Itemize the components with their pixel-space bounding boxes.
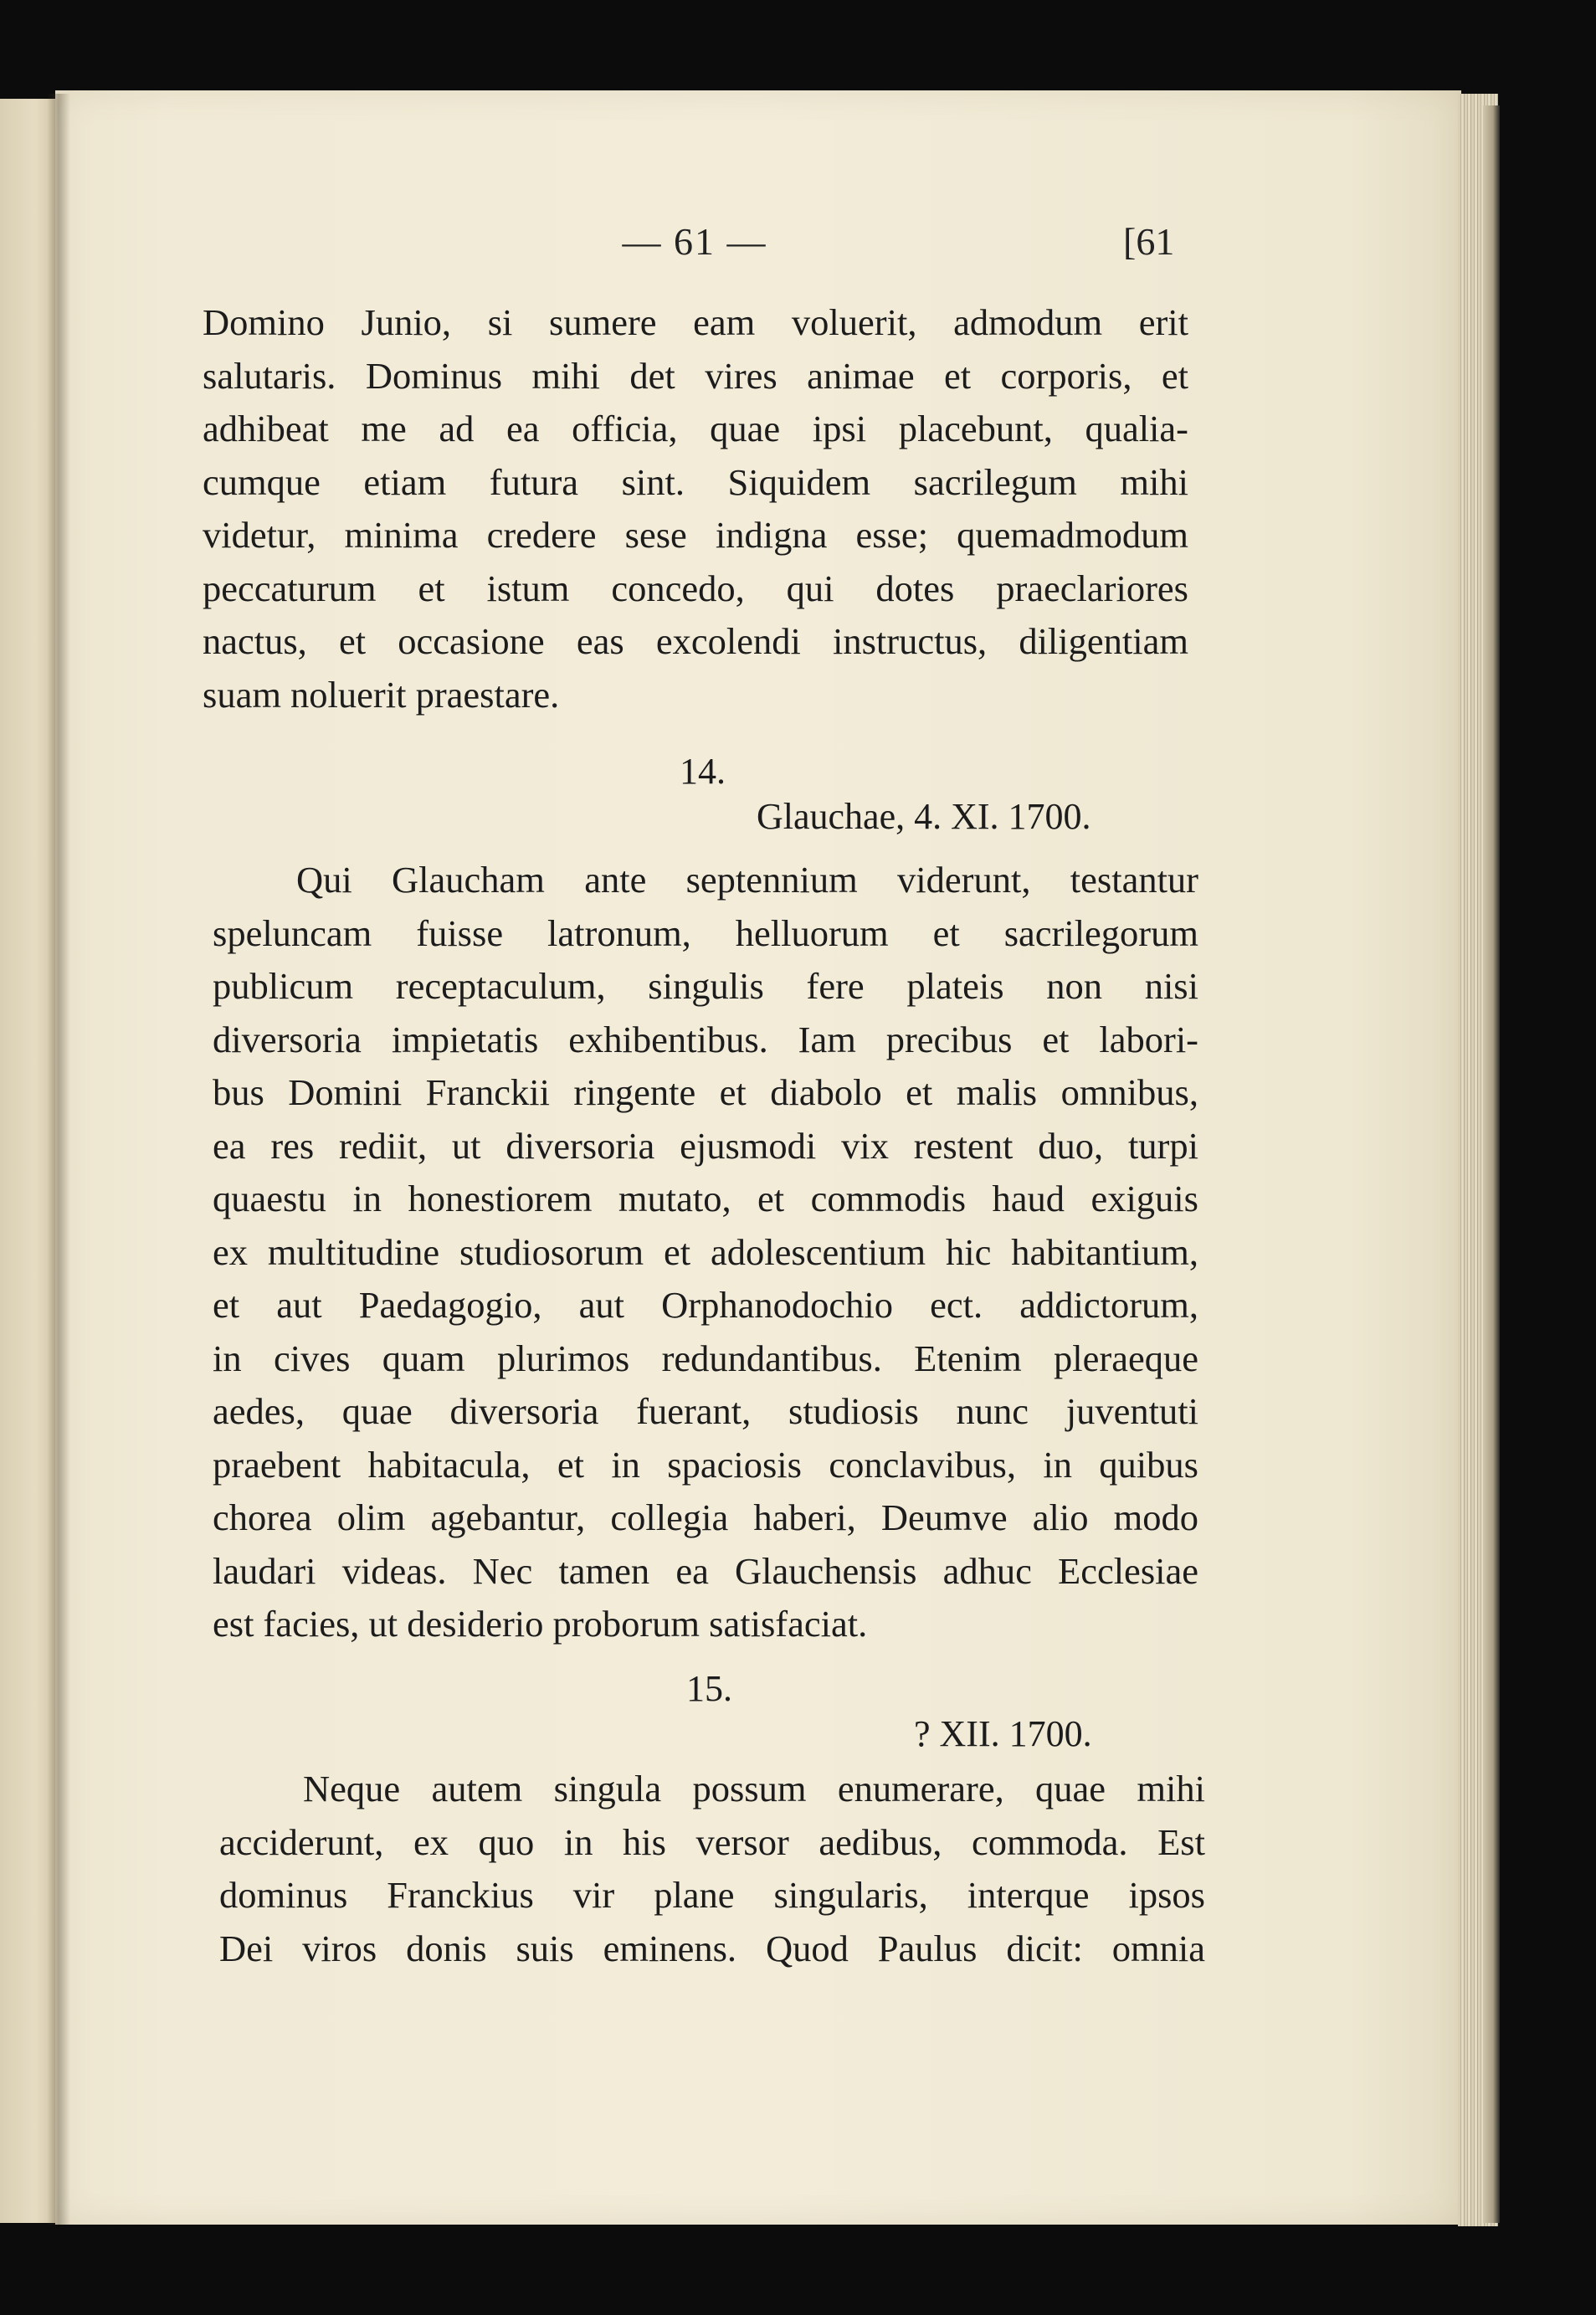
text-line: diversoria impietatis exhibentibus. Iam precibus et labori- (213, 1018, 1198, 1060)
text-line: peccaturum et istum concedo, qui dotes praeclariores (203, 567, 1188, 609)
text-line: acciderunt, ex quo in his versor aedibus, commoda. Est (219, 1820, 1205, 1863)
text-line: Qui Glaucham ante septennium viderunt, testantur (296, 859, 1198, 901)
page-number-center: — 61 — (622, 220, 767, 263)
book-cover-edge (1483, 105, 1500, 2223)
paragraph-1 (203, 296, 1188, 721)
section-date-15: ? XII. 1700. (914, 1713, 1092, 1754)
page-number-right: [61 (1123, 220, 1175, 263)
text-line: speluncam fuisse latronum, helluorum et sacrilegorum (213, 911, 1198, 954)
paragraph-3 (219, 1763, 1205, 1975)
text-line: in cives quam plurimos redundantibus. Etenim pleraeque (213, 1337, 1198, 1379)
text-line: dominus Franckius vir plane singularis, interque ipsos (219, 1874, 1205, 1916)
text-line: suam noluerit praestare. (203, 673, 560, 716)
text-line: cumque etiam futura sint. Siquidem sacrilegum mihi (203, 460, 1188, 503)
text-line: quaestu in honestiorem mutato, et commodis haud exiguis (213, 1178, 1198, 1219)
text-line: chorea olim agebantur, collegia haberi, Deumve alio modo (213, 1496, 1198, 1538)
text-line: ex multitudine studiosorum et adolescentium hic habitantium, (213, 1230, 1198, 1273)
text-line: salutaris. Dominus mihi det vires animae et corporis, et (203, 354, 1188, 397)
text-line: praebent habitacula, et in spaciosis conclavibus, in quibus (213, 1443, 1198, 1486)
text-line: videtur, minima credere sese indigna esse; quemadmodum (203, 514, 1188, 556)
text-line: Dei viros donis suis eminens. Quod Paulus dicit: omnia (219, 1927, 1205, 1969)
text-line: adhibeat me ad ea officia, quae ipsi placebunt, qualia- (203, 408, 1188, 449)
text-line: ea res rediit, ut diversoria ejusmodi vix restent duo, turpi (213, 1124, 1198, 1167)
text-line: publicum receptaculum, singulis fere plateis non nisi (213, 965, 1198, 1007)
text-line: bus Domini Franckii ringente et diabolo et malis omnibus, (213, 1071, 1198, 1113)
text-line: Neque autem singula possum enumerare, quae mihi (303, 1768, 1205, 1809)
section-number-14: 14. (680, 751, 726, 792)
text-line: aedes, quae diversoria fuerant, studiosis nunc juventuti (213, 1390, 1198, 1432)
text-line: et aut Paedagogio, aut Orphanodochio ect. addictorum, (213, 1284, 1198, 1326)
section-date-14: Glauchae, 4. XI. 1700. (757, 796, 1091, 837)
paragraph-2 (213, 854, 1198, 1651)
text-line: nactus, et occasione eas excolendi instructus, diligentiam (203, 620, 1188, 662)
gutter-shadow (47, 94, 70, 2225)
text-line: Domino Junio, si sumere eam voluerit, admodum erit (203, 301, 1188, 343)
section-number-15: 15. (686, 1668, 732, 1709)
text-line: laudari videas. Nec tamen ea Glauchensis adhuc Ecclesiae (213, 1549, 1198, 1592)
text-line: est facies, ut desiderio proborum satisfaciat. (213, 1603, 868, 1645)
